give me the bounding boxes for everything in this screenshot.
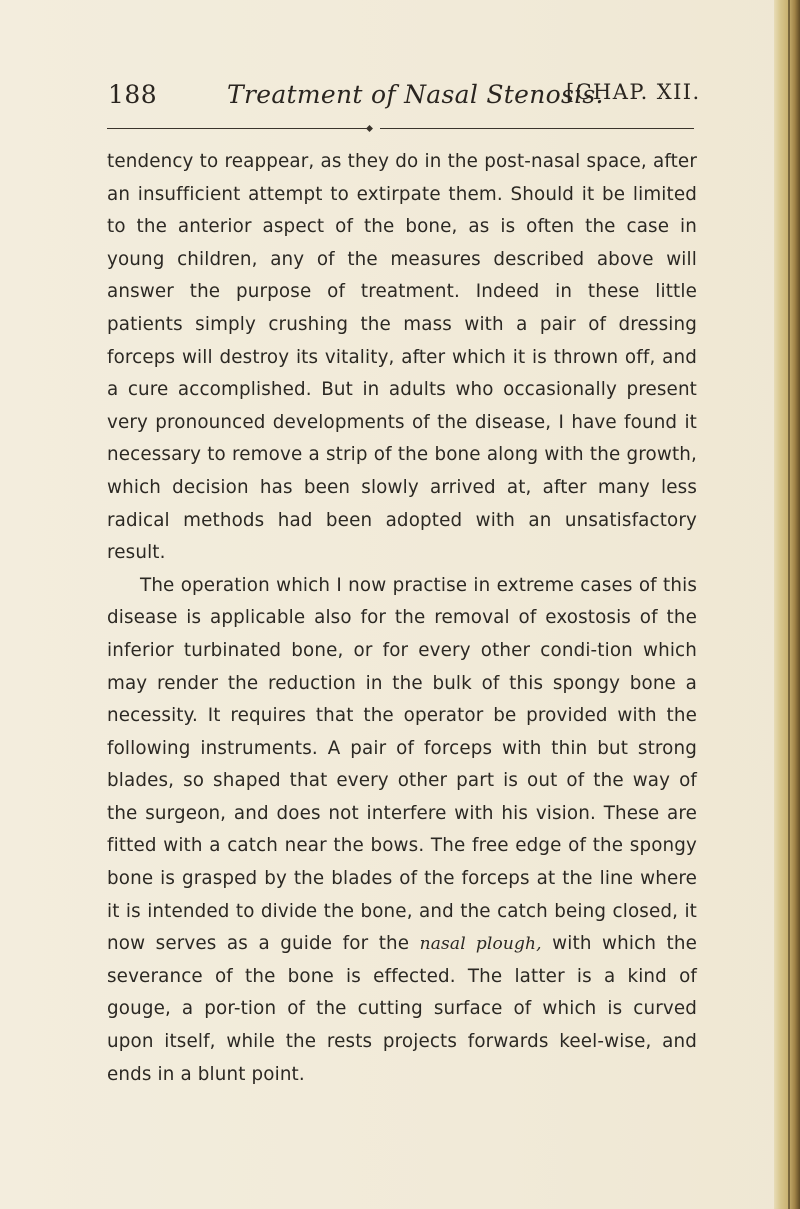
running-header	[108, 80, 708, 120]
header-rule-right	[380, 128, 694, 129]
paragraph-2	[107, 570, 697, 1092]
paragraph-2-text-end: with which the severance of the bone is effected. The latter is a kind of gouge, a por-tion of the cutting surface of which is curved upon itself, while the rests projects forwards keel-wise, and ends in a blunt point.	[107, 933, 697, 1085]
header-rule-ornament	[366, 125, 373, 132]
page-edge	[774, 0, 800, 1209]
header-rule-left	[107, 128, 367, 129]
paragraph-2-text-start: The operation which I now practise in extreme cases of this disease is applicable also for the removal of exostosis of the inferior turbinated bone, or for every other condi-tion which may render the reduction in the bulk of this spongy bone a necessity. It requires that the operator be provided with the following instruments. A pair of forceps with thin but strong blades, so shaped that every other part is out of the way of the surgeon, and does not interfere with his vision. These are fitted with a catch near the bows. The free edge of the spongy bone is grasped by the blades of the forceps at the line where it is intended to divide the bone, and the catch being closed, it now serves as a guide for the	[107, 574, 697, 955]
paragraph-1: tendency to reappear, as they do in the post-nasal space, after an insufficient attempt to extirpate them. Should it be limited to the anterior aspect of the bone, as is often the case in young children, any of the measures described above will answer the purpose of treatment. Indeed in these little patients simply crushing the mass with a pair of dressing forceps will destroy its vitality, after which it is thrown off, and a cure accomplished. But in adults who occasionally present very pronounced developments of the disease, I have found it necessary to remove a strip of the bone along with the growth, which decision has been slowly arrived at, after many less radical methods had been adopted with an unsatisfactory result.	[107, 151, 697, 564]
italic-term-nasal-plough: nasal plough,	[419, 934, 542, 955]
binding-shadow	[788, 0, 790, 1209]
running-title: Treatment of Nasal Stenosis.	[227, 80, 604, 109]
body-text	[107, 146, 697, 1091]
chapter-label: [CHAP. XII.	[566, 80, 701, 104]
page-number: 188	[108, 80, 158, 109]
